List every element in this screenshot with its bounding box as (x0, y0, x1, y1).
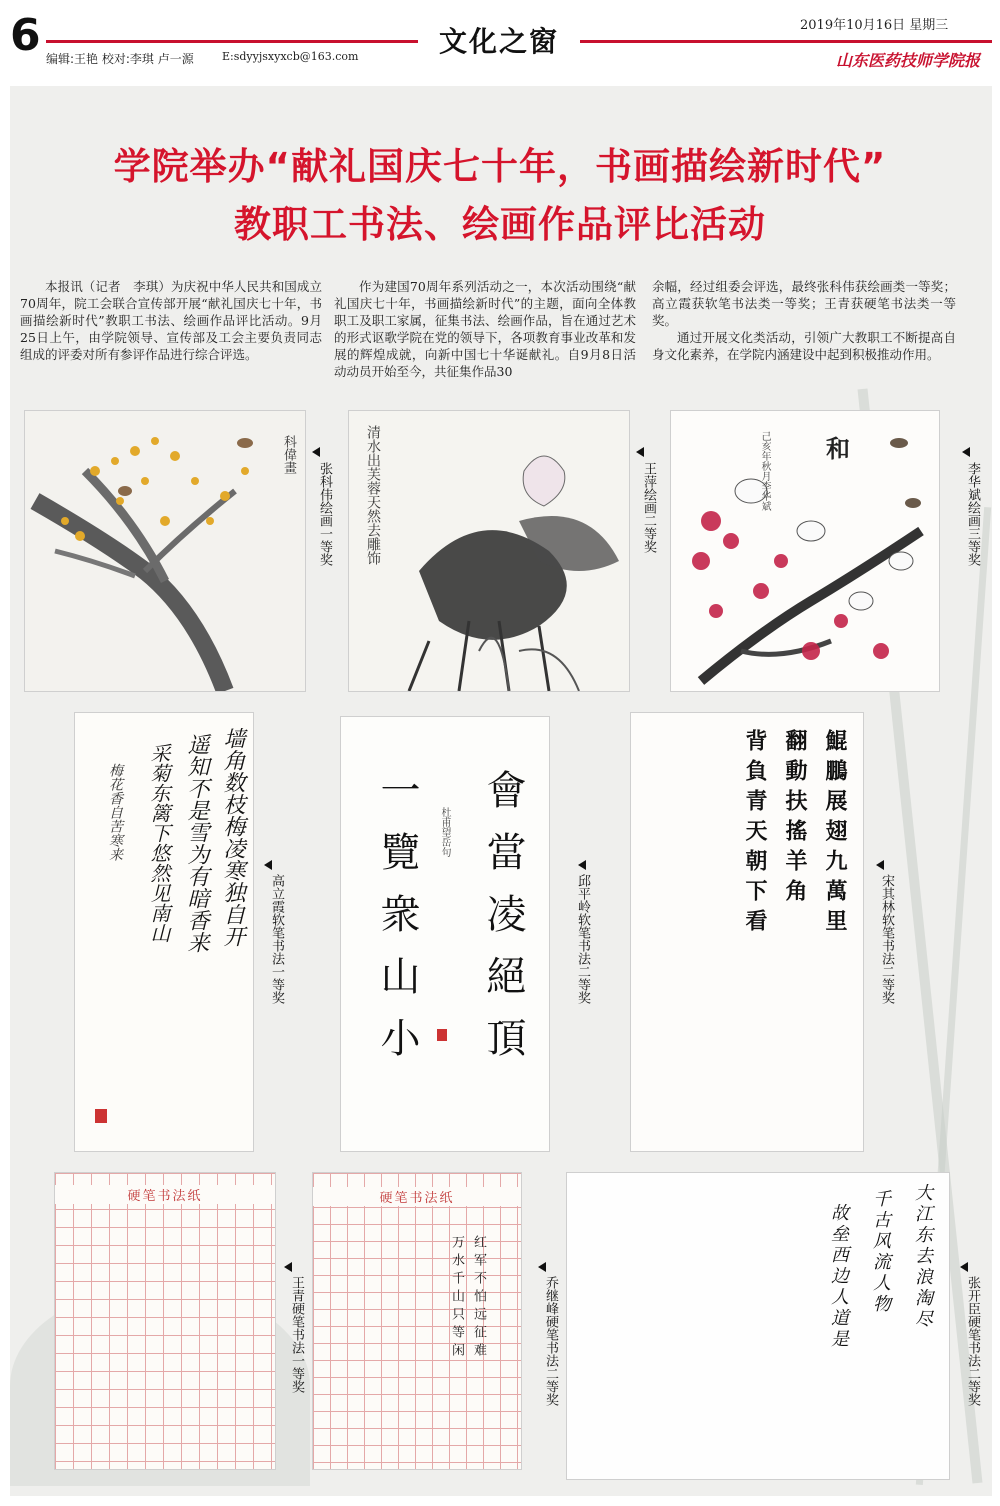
calligraphy-line: 會當凌絕頂 (480, 769, 526, 1079)
artwork-plum-blossom-painting (24, 410, 306, 692)
article-paragraph: 通过开展文化类活动，引领广大教职工不断提高自身文化素养，在学院内涵建设中起到积极推动作用。 (652, 330, 956, 362)
artwork-inscription: 己亥年秋月李华斌 (759, 431, 770, 511)
calligraphy-line: 遥知不是雪为有暗香来 (184, 733, 209, 953)
artwork-inscription: 杜甫望岳句 (439, 807, 450, 857)
artwork-caption: 张科伟绘画一等奖 (317, 462, 332, 566)
artwork-caption: 邱平岭软笔书法二等奖 (575, 874, 590, 1004)
header-rule-left (46, 40, 418, 43)
page-number: 6 (10, 10, 41, 61)
paper-title: 硬笔书法纸 (313, 1187, 521, 1206)
caption-arrow-icon (962, 447, 970, 457)
artwork-caption: 宋其林软笔书法二等奖 (879, 874, 894, 1004)
headline-line-1: 学院举办“献礼国庆七十年，书画描绘新时代” (113, 145, 887, 188)
paper-title: 硬笔书法纸 (55, 1185, 275, 1204)
calligraphy-line: 鯤鵬展翅九萬里 (822, 729, 848, 939)
artwork-caption: 王青硬笔书法一等奖 (289, 1276, 304, 1393)
calligraphy-line: 翻動扶搖羊角 (782, 729, 808, 909)
issue-date: 2019年10月16日 星期三 (800, 18, 949, 33)
calligraphy-line: 采菊东篱下悠然见南山 (147, 743, 171, 943)
artwork-caption: 张开臣硬笔书法二等奖 (965, 1276, 980, 1406)
caption-arrow-icon (960, 1262, 968, 1272)
artwork-caption: 乔继峰硬笔书法二等奖 (543, 1276, 558, 1406)
caption-arrow-icon (876, 860, 884, 870)
flowers-image (671, 411, 939, 691)
seal-stamp (95, 1109, 107, 1123)
section-title: 文化之窗 (438, 25, 559, 58)
caption-arrow-icon (538, 1262, 546, 1272)
editor-email: E:sdyyjsxyxcb@163.com (222, 50, 359, 63)
handwriting-line: 大江东去浪淘尽 (912, 1183, 933, 1330)
caption-arrow-icon (264, 860, 272, 870)
calligraphy-line: 一覽衆山小 (374, 769, 420, 1079)
artwork-flowers-painting (670, 410, 940, 692)
artwork-title-char: 和 (826, 434, 850, 463)
artwork-calligraphy-regular (630, 712, 864, 1152)
lotus-image (349, 411, 629, 691)
page-header (0, 0, 1000, 86)
article-paragraph: 余幅，经过组委会评选，最终张科伟获绘画类一等奖；高立霞获软笔书法类一等奖；王青获硬笔书法类一等奖。 (652, 279, 956, 328)
artwork-hardpen-cursive (566, 1172, 950, 1480)
article-paragraph: 本报讯（记者 李琪）为庆祝中华人民共和国成立70周年，院工会联合宣传部开展“献礼国庆七十年，书画描绘新时代”教职工书法、绘画作品评比活动。9月25日上午，由学院领导、宣传部及工会主要负责同志组成的评委对所有参评作品进行综合评选。 (20, 279, 322, 362)
artwork-hardpen-grid-2 (312, 1172, 522, 1470)
caption-arrow-icon (312, 447, 320, 457)
headline-line-2: 教职工书法、绘画作品评比活动 (234, 203, 766, 246)
handwriting-line: 千古风流人物 (870, 1189, 891, 1315)
caption-arrow-icon (636, 447, 644, 457)
seal-stamp (437, 1029, 447, 1041)
artwork-caption: 高立霞软笔书法一等奖 (269, 874, 284, 1004)
plum-blossom-image (25, 411, 305, 691)
artwork-lotus-painting (348, 410, 630, 692)
caption-arrow-icon (578, 860, 586, 870)
handwriting-line: 红军不怕远征难 (471, 1235, 486, 1361)
artwork-signature: 科偉畫 (281, 435, 296, 474)
header-rule-right (580, 40, 992, 43)
artwork-calligraphy-seal-script (340, 716, 550, 1152)
calligraphy-line: 梅花香自苦寒来 (107, 763, 123, 861)
article-column-2 (334, 278, 636, 380)
calligraphy-line: 背負青天朝下看 (742, 729, 768, 939)
newspaper-brand: 山东医药技师学院报 (836, 51, 981, 70)
article-column-1 (20, 278, 322, 363)
article-column-3 (652, 278, 956, 363)
artwork-calligraphy-cursive (74, 712, 254, 1152)
handwriting-line: 万水千山只等闲 (449, 1235, 464, 1361)
artwork-hardpen-grid-1 (54, 1172, 276, 1470)
artwork-inscription: 清水出芙蓉天然去雕饰 (365, 425, 381, 565)
article-paragraph: 作为建国70周年系列活动之一，本次活动围绕“献礼国庆七十年，书画描绘新时代”的主题，面向全体教职工及职工家属，征集书法、绘画作品，旨在通过艺术的形式讴歌学院在党的领导下，各项教育事业改革和发展的辉煌成就，向新中国七十华诞献礼。自9月8日活动动员开始至今，共征集作品30 (334, 279, 636, 379)
handwriting-line: 故垒西边人道是 (828, 1203, 849, 1350)
artwork-caption: 王萍绘画二等奖 (641, 462, 656, 553)
caption-arrow-icon (284, 1262, 292, 1272)
artwork-caption: 李华斌绘画三等奖 (965, 462, 980, 566)
editors-line: 编辑:王艳 校对:李琪 卢一源 (46, 52, 194, 66)
calligraphy-line: 墙角数枝梅凌寒独自开 (220, 727, 245, 947)
